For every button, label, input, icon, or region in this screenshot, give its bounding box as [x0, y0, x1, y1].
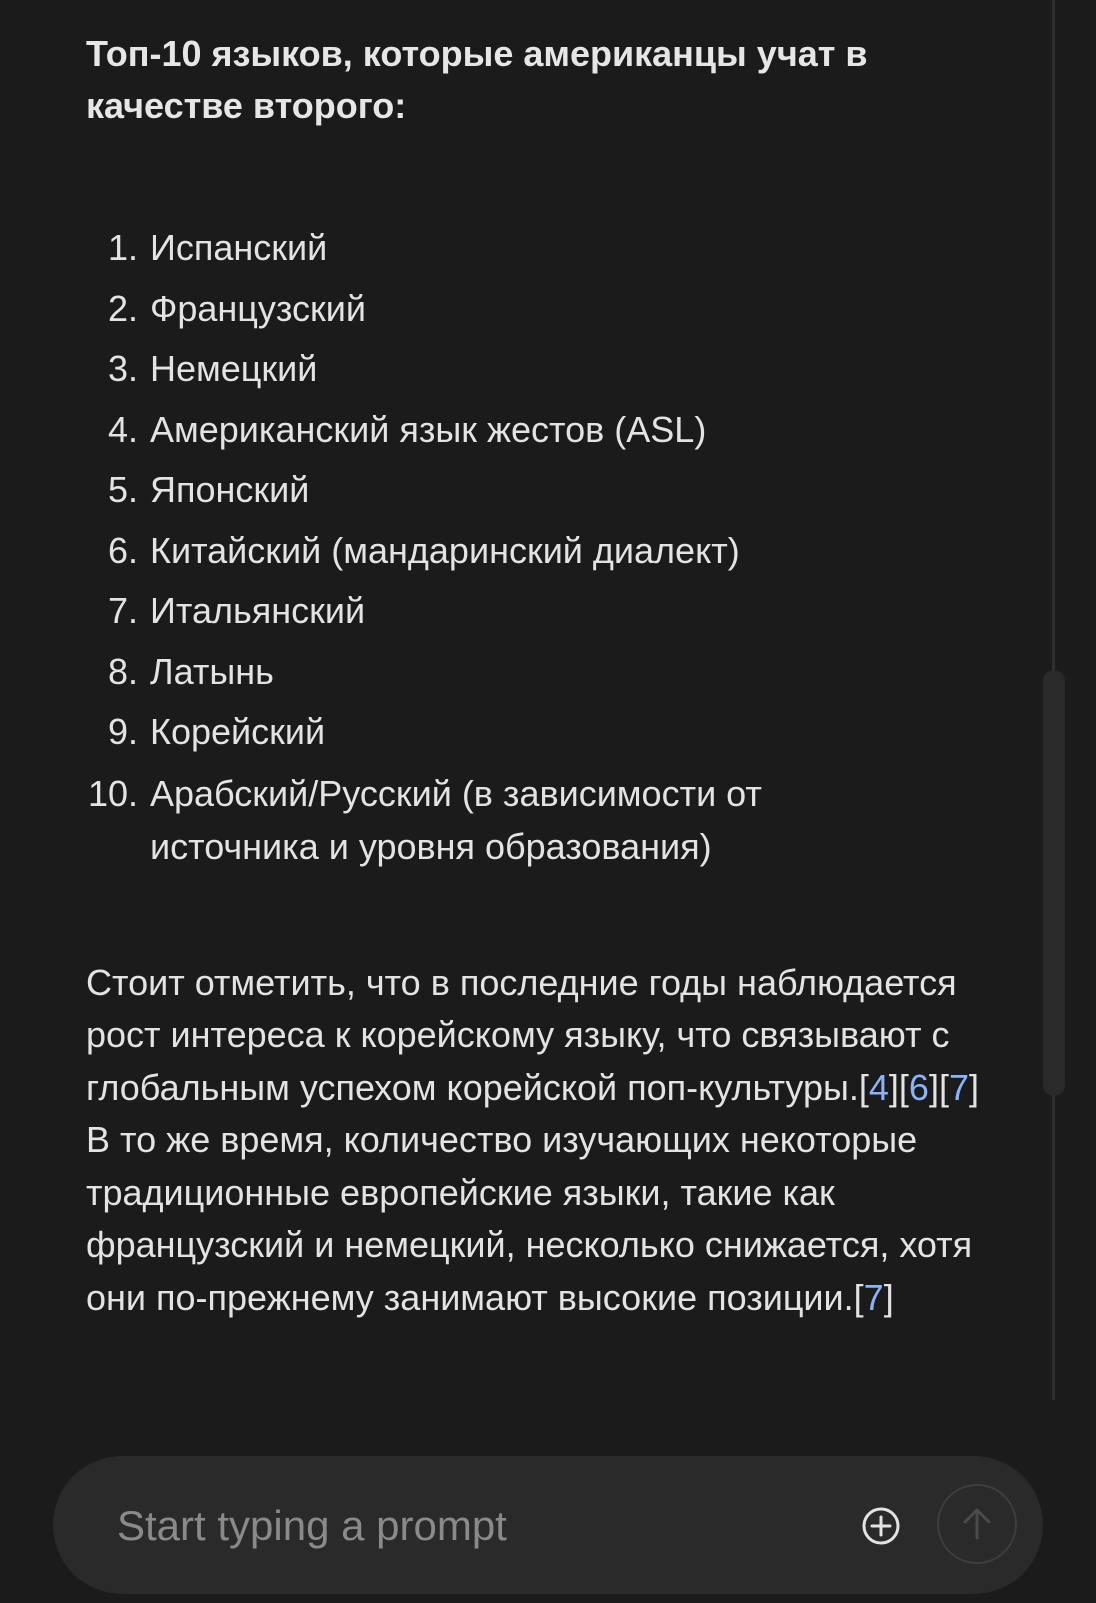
citation-link[interactable]: 4 [868, 1066, 889, 1108]
list-item-label: Латынь [150, 650, 274, 692]
send-button[interactable] [937, 1484, 1017, 1564]
scrollbar-thumb[interactable] [1043, 670, 1065, 1096]
list-item-number: 3. [107, 348, 138, 389]
list-item [86, 218, 850, 279]
list-item [86, 279, 850, 340]
prompt-input[interactable] [117, 1496, 817, 1556]
list-item-number: 7. [107, 590, 138, 631]
citation-link[interactable]: 7 [863, 1276, 884, 1318]
list-item-label: Американский язык жестов (ASL) [150, 408, 707, 450]
citation-link[interactable]: 7 [948, 1066, 969, 1108]
response-heading: Топ-10 языков, которые американцы учат в качестве второго: [86, 33, 868, 126]
paragraph-text-part2: В то же время, количество изучающих некоторые традиционные европейские языки, такие как французский и немецкий, несколько снижается, хотя они по-прежнему занимают высокие позиции. [86, 1119, 973, 1318]
list-item-number: 5. [107, 469, 138, 510]
response-paragraph: Стоит отметить, что в последние годы наблюдается рост интереса к корейскому языку, что связывают с глобальным успехом корейской поп-культуры.[4][6][7] В то же время, количество изучающих некоторые традиционные европейские языки, такие как французский и немецкий, несколько снижается, хотя они по-прежнему занимают высокие позиции.[7] [86, 961, 980, 1318]
list-item-label: Японский [150, 469, 310, 510]
list-item [86, 642, 850, 703]
list-item-label: Французский [150, 287, 366, 329]
languages-list [86, 218, 1016, 873]
list-item [86, 581, 850, 642]
list-item-label: Немецкий [150, 348, 318, 389]
list-item-number: 2. [107, 287, 138, 329]
list-item-number: 6. [107, 529, 138, 571]
list-item [86, 521, 850, 582]
list-item-number: 8. [107, 650, 138, 692]
arrow-up-icon [957, 1504, 997, 1544]
list-item-label: Корейский [150, 711, 326, 752]
paragraph-text-part1: Стоит отметить, что в последние годы наблюдается рост интереса к корейскому языку, что связывают с глобальным успехом корейской поп-культуры. [86, 961, 957, 1108]
list-item-label: Испанский [150, 227, 328, 268]
list-item-number: 1. [107, 227, 138, 268]
list-item [86, 400, 850, 461]
add-button[interactable] [857, 1502, 905, 1550]
add-circle-icon [857, 1502, 905, 1550]
list-item-number: 4. [107, 408, 138, 450]
list-item [86, 339, 850, 400]
list-item-number: 9. [107, 711, 138, 752]
list-item-number: 10. [87, 772, 138, 814]
list-item-label: Арабский/Русский (в зависимости от источника и уровня образования) [150, 772, 762, 867]
list-item [86, 460, 850, 521]
list-item-label: Китайский (мандаринский диалект) [150, 529, 740, 571]
prompt-bar [53, 1456, 1043, 1594]
list-item-label: Итальянский [150, 590, 366, 631]
chat-response [86, 28, 1016, 1324]
list-item [86, 702, 850, 763]
citation-link[interactable]: 6 [908, 1066, 929, 1108]
list-item [86, 767, 850, 873]
